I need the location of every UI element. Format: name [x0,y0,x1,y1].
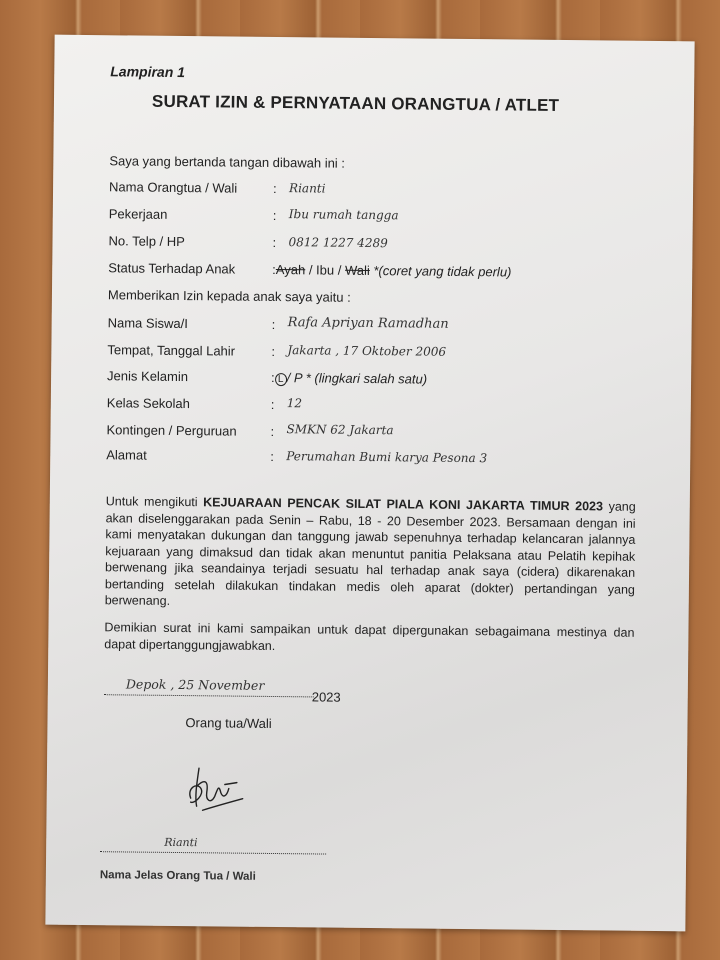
student-name-value: Rafa Apriyan Ramadhan [287,315,449,332]
attachment-label: Lampiran 1 [110,63,186,81]
gender-label: Jenis Kelamin [107,368,189,385]
permission-text: Memberikan Izin kepada anak saya yaitu : [107,287,351,305]
parent-name-label: Nama Orangtua / Wali [109,179,238,196]
status-value: :Ayah / Ibu / Wali *(coret yang tidak perlu) [272,261,512,280]
birth-value: Jakarta , 17 Oktober 2006 [287,343,447,359]
signer-role: Orang tua/Wali [185,715,272,731]
event-name: KEJUARAAN PENCAK SILAT PIALA KONI JAKARTA TIMUR 2023 [203,495,604,514]
address-label: Alamat [106,447,147,463]
status-label: Status Terhadap Anak [108,260,236,277]
contingent-value: SMKN 62 Jakarta [286,422,394,438]
status-wali-struck: Wali [344,262,370,278]
signer-name-value: Rianti [164,835,198,850]
parent-name-value: Rianti [289,181,326,196]
job-label: Pekerjaan [108,206,168,222]
signature-mark [184,758,255,819]
closing-paragraph: Demikian surat ini kami sampaikan untuk dapat dipergunakan sebagaimana mestinya dan dapat dipertanggungjawabkan. [104,620,635,653]
class-value: 12 [286,396,303,411]
gender-value: : L / P * (lingkari salah satu) [271,369,428,387]
year-text: 2023 [311,689,341,705]
colon: : [270,423,275,439]
gender-options: / P * (lingkari salah satu) [286,370,428,387]
colon: : [272,207,277,224]
signer-name-line [100,851,326,854]
status-ibu: / Ibu / [305,262,346,278]
colon: : [272,234,277,251]
letter-title: SURAT IZIN & PERNYATAAN ORANGTUA / ATLET [151,91,560,115]
intro-text: Saya yang bertanda tangan dibawah ini : [109,153,346,171]
address-value: Perumahan Bumi karya Pesona 3 [286,449,488,466]
status-note: *(coret yang tidak perlu) [369,262,512,280]
contingent-label: Kontingen / Perguruan [106,422,237,439]
colon: : [271,316,276,332]
colon: : [270,448,274,464]
colon: : [270,396,275,412]
place-date-value: Depok , 25 November [125,676,265,693]
permission-letter [45,35,694,932]
statement-paragraph: Untuk mengikuti KEJUARAAN PENCAK SILAT PIALA KONI JAKARTA TIMUR 2023 yang akan diselenggarakan pada Senin – Rabu, 18 - 20 Desember 2023. Bersamaan dengan ini kami menyatakan dukungan dan tanggung jawab sepenuhnya terhadap kelancaran jalannya kejuaraan yang dimaksud dan tidak akan menuntut panitia Pelaksana atau Pelatih kepihak berwenang jika seandainya terjadi sesuatu hal terhadap anak saya (cidera) dikarenakan bertanding setelah dilakukan tindakan medis oleh aparat (dokter) pertandingan yang berwenang. [104,494,636,608]
place-date-line [104,676,314,700]
signer-name-caption: Nama Jelas Orang Tua / Wali [99,869,256,883]
phone-value: 0812 1227 4289 [288,235,388,251]
class-label: Kelas Sekolah [106,395,191,412]
gender-l-circled: L [275,373,287,386]
colon: : [273,180,277,197]
student-name-label: Nama Siswa/I [107,315,188,332]
phone-label: No. Telp / HP [108,233,185,250]
job-value: Ibu rumah tangga [288,207,399,223]
colon: : [271,343,276,359]
birth-label: Tempat, Tanggal Lahir [107,342,236,359]
status-ayah-struck: Ayah [275,262,306,278]
